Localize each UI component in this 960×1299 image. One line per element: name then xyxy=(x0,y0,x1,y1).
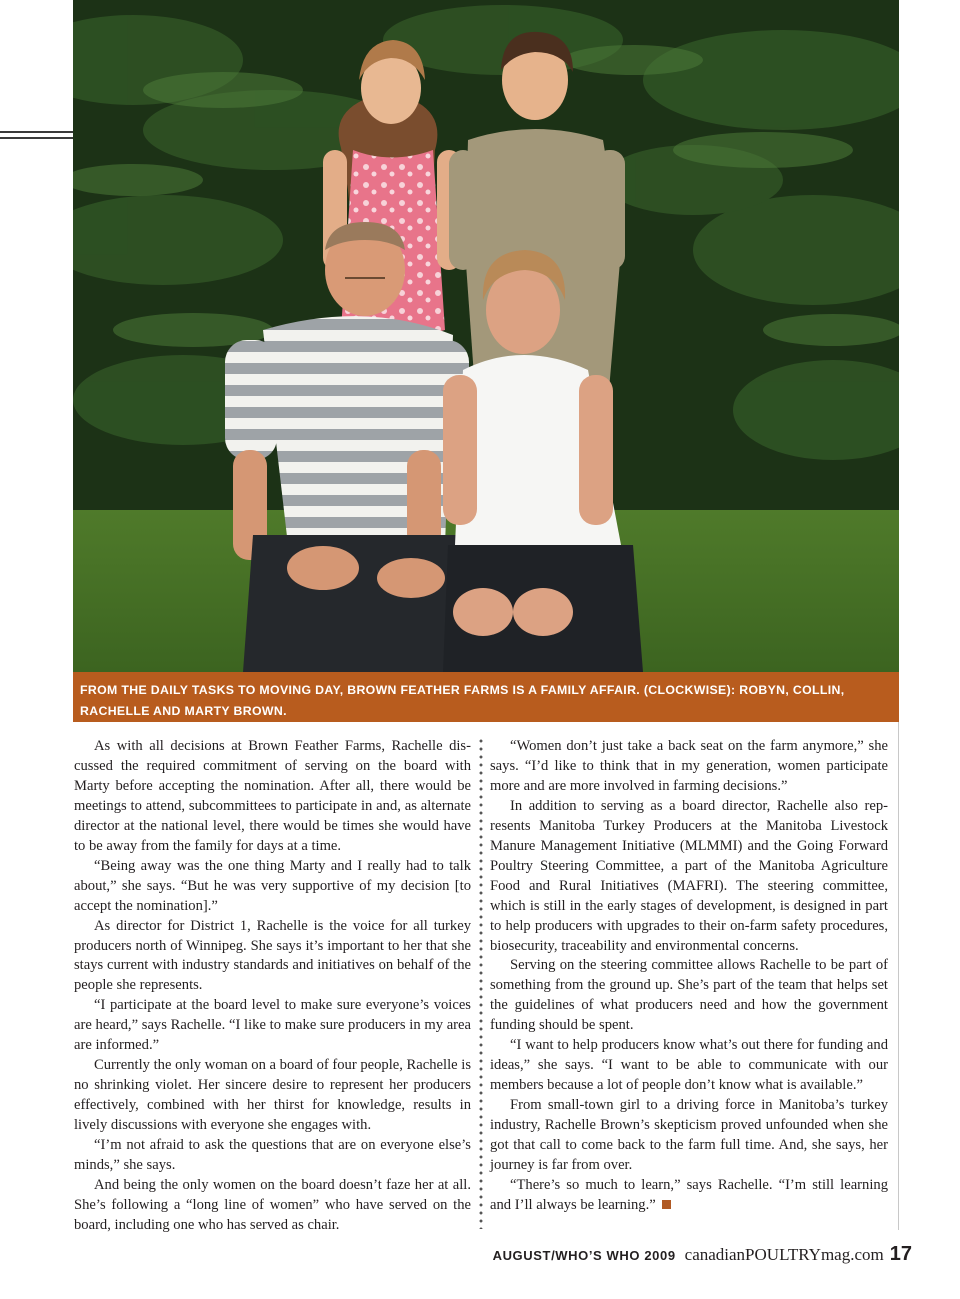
article-final-paragraph xyxy=(490,1176,888,1216)
article-column-right xyxy=(490,737,888,1216)
article-paragraph: “I’m not afraid to ask the questions that are on everyone else’s minds,” she says. xyxy=(74,1137,471,1174)
article-paragraph: “I participate at the board level to make sure everyone’s voices are heard,” says Rachelle. “I like to make sure producers in my area are informed.” xyxy=(74,997,471,1054)
family-photo-illustration xyxy=(73,0,899,672)
website-label: canadianPOULTRYmag.com xyxy=(684,1245,884,1264)
article-paragraph: “I want to help producers know what’s out there for funding and ideas,” she says. “I want to be able to communicate with our members because a lot of people don’t know what is available.” xyxy=(490,1037,888,1094)
left-margin-rule xyxy=(0,137,73,139)
issue-label: AUGUST/WHO’S WHO 2009 xyxy=(492,1248,676,1263)
left-margin-rule xyxy=(0,131,73,133)
article-paragraph: Serving on the steering committee allows Rachelle to be part of something from the ground up. She’s part of the team that helps set the guidelines of what producers need and how the government funding should be spent. xyxy=(490,957,888,1034)
column-divider xyxy=(479,737,483,1229)
article-paragraph: As director for District 1, Rachelle is the voice for all turkey producers north of Winnipeg. She says it’s important to her that she stays current with industry standards and initiatives on behalf of the people she represents. xyxy=(74,917,471,994)
photo-caption: FROM THE DAILY TASKS TO MOVING DAY, BROWN FEATHER FARMS IS A FAMILY AFFAIR. (CLOCKWISE): ROBYN, COLLIN, RACHELLE AND MARTY BROWN. xyxy=(73,672,899,722)
end-of-article-square-icon xyxy=(662,1200,671,1209)
article-column-left xyxy=(74,737,471,1236)
article-paragraph: “Women don’t just take a back seat on the farm anymore,” she says. “I’d like to think that in my generation, women participate more and are more involved in farming decisions.” xyxy=(490,738,888,794)
family-photo xyxy=(73,0,899,672)
article-paragraph: Currently the only woman on a board of four people, Rachelle is no shrinking violet. Her sincere desire to represent her producers effectively, combined with her thirst for knowledge, results in lively discussions with everyone she engages with. xyxy=(74,1057,471,1134)
article-final-text: “There’s so much to learn,” says Rachelle. “I’m still learning and I’ll always be learning.” xyxy=(490,1176,888,1213)
article-paragraph: And being the only women on the board doesn’t faze her at all. She’s following a “long line of women” who have served on the board, including one who has served as chair. xyxy=(74,1176,471,1233)
page-number: 17 xyxy=(889,1243,912,1265)
page-footer xyxy=(493,1243,912,1266)
article-paragraph: “Being away was the one thing Marty and I really had to talk about,” she says. “But he was very supportive of my decision [to accept the nomination].” xyxy=(74,857,471,914)
article-paragraph: In addition to serving as a board director, Rachelle also represents Manitoba Turkey Producers at the Manitoba Livestock Manure Management Initiative (MLMMI) and the Going Forward Poultry Steering Committee, a part of the Manitoba Agriculture Food and Rural Initiatives (MAFRI). The steering committee, which is still in the early stages of development, is designed in part to help producers with upgrades to their on-farm safety procedures, biosecurity, traceability and environmental concerns. xyxy=(490,797,888,954)
article-paragraph: As with all decisions at Brown Feather Farms, Rachelle discussed the required commitment of serving on the board with Marty before accepting the nomination. After all, there would be meetings to attend, subcommittees to participate in and, as alternate director at the national level, there would be times she would have to be away from the family for days at a time. xyxy=(74,738,471,854)
article-paragraph: From small-town girl to a driving force in Manitoba’s turkey industry, Rachelle Brown’s skepticism proved unfounded when she got that call to come back to the farm full time. And, she says, her journey is far from over. xyxy=(490,1097,888,1174)
right-margin-rule xyxy=(898,722,899,1230)
